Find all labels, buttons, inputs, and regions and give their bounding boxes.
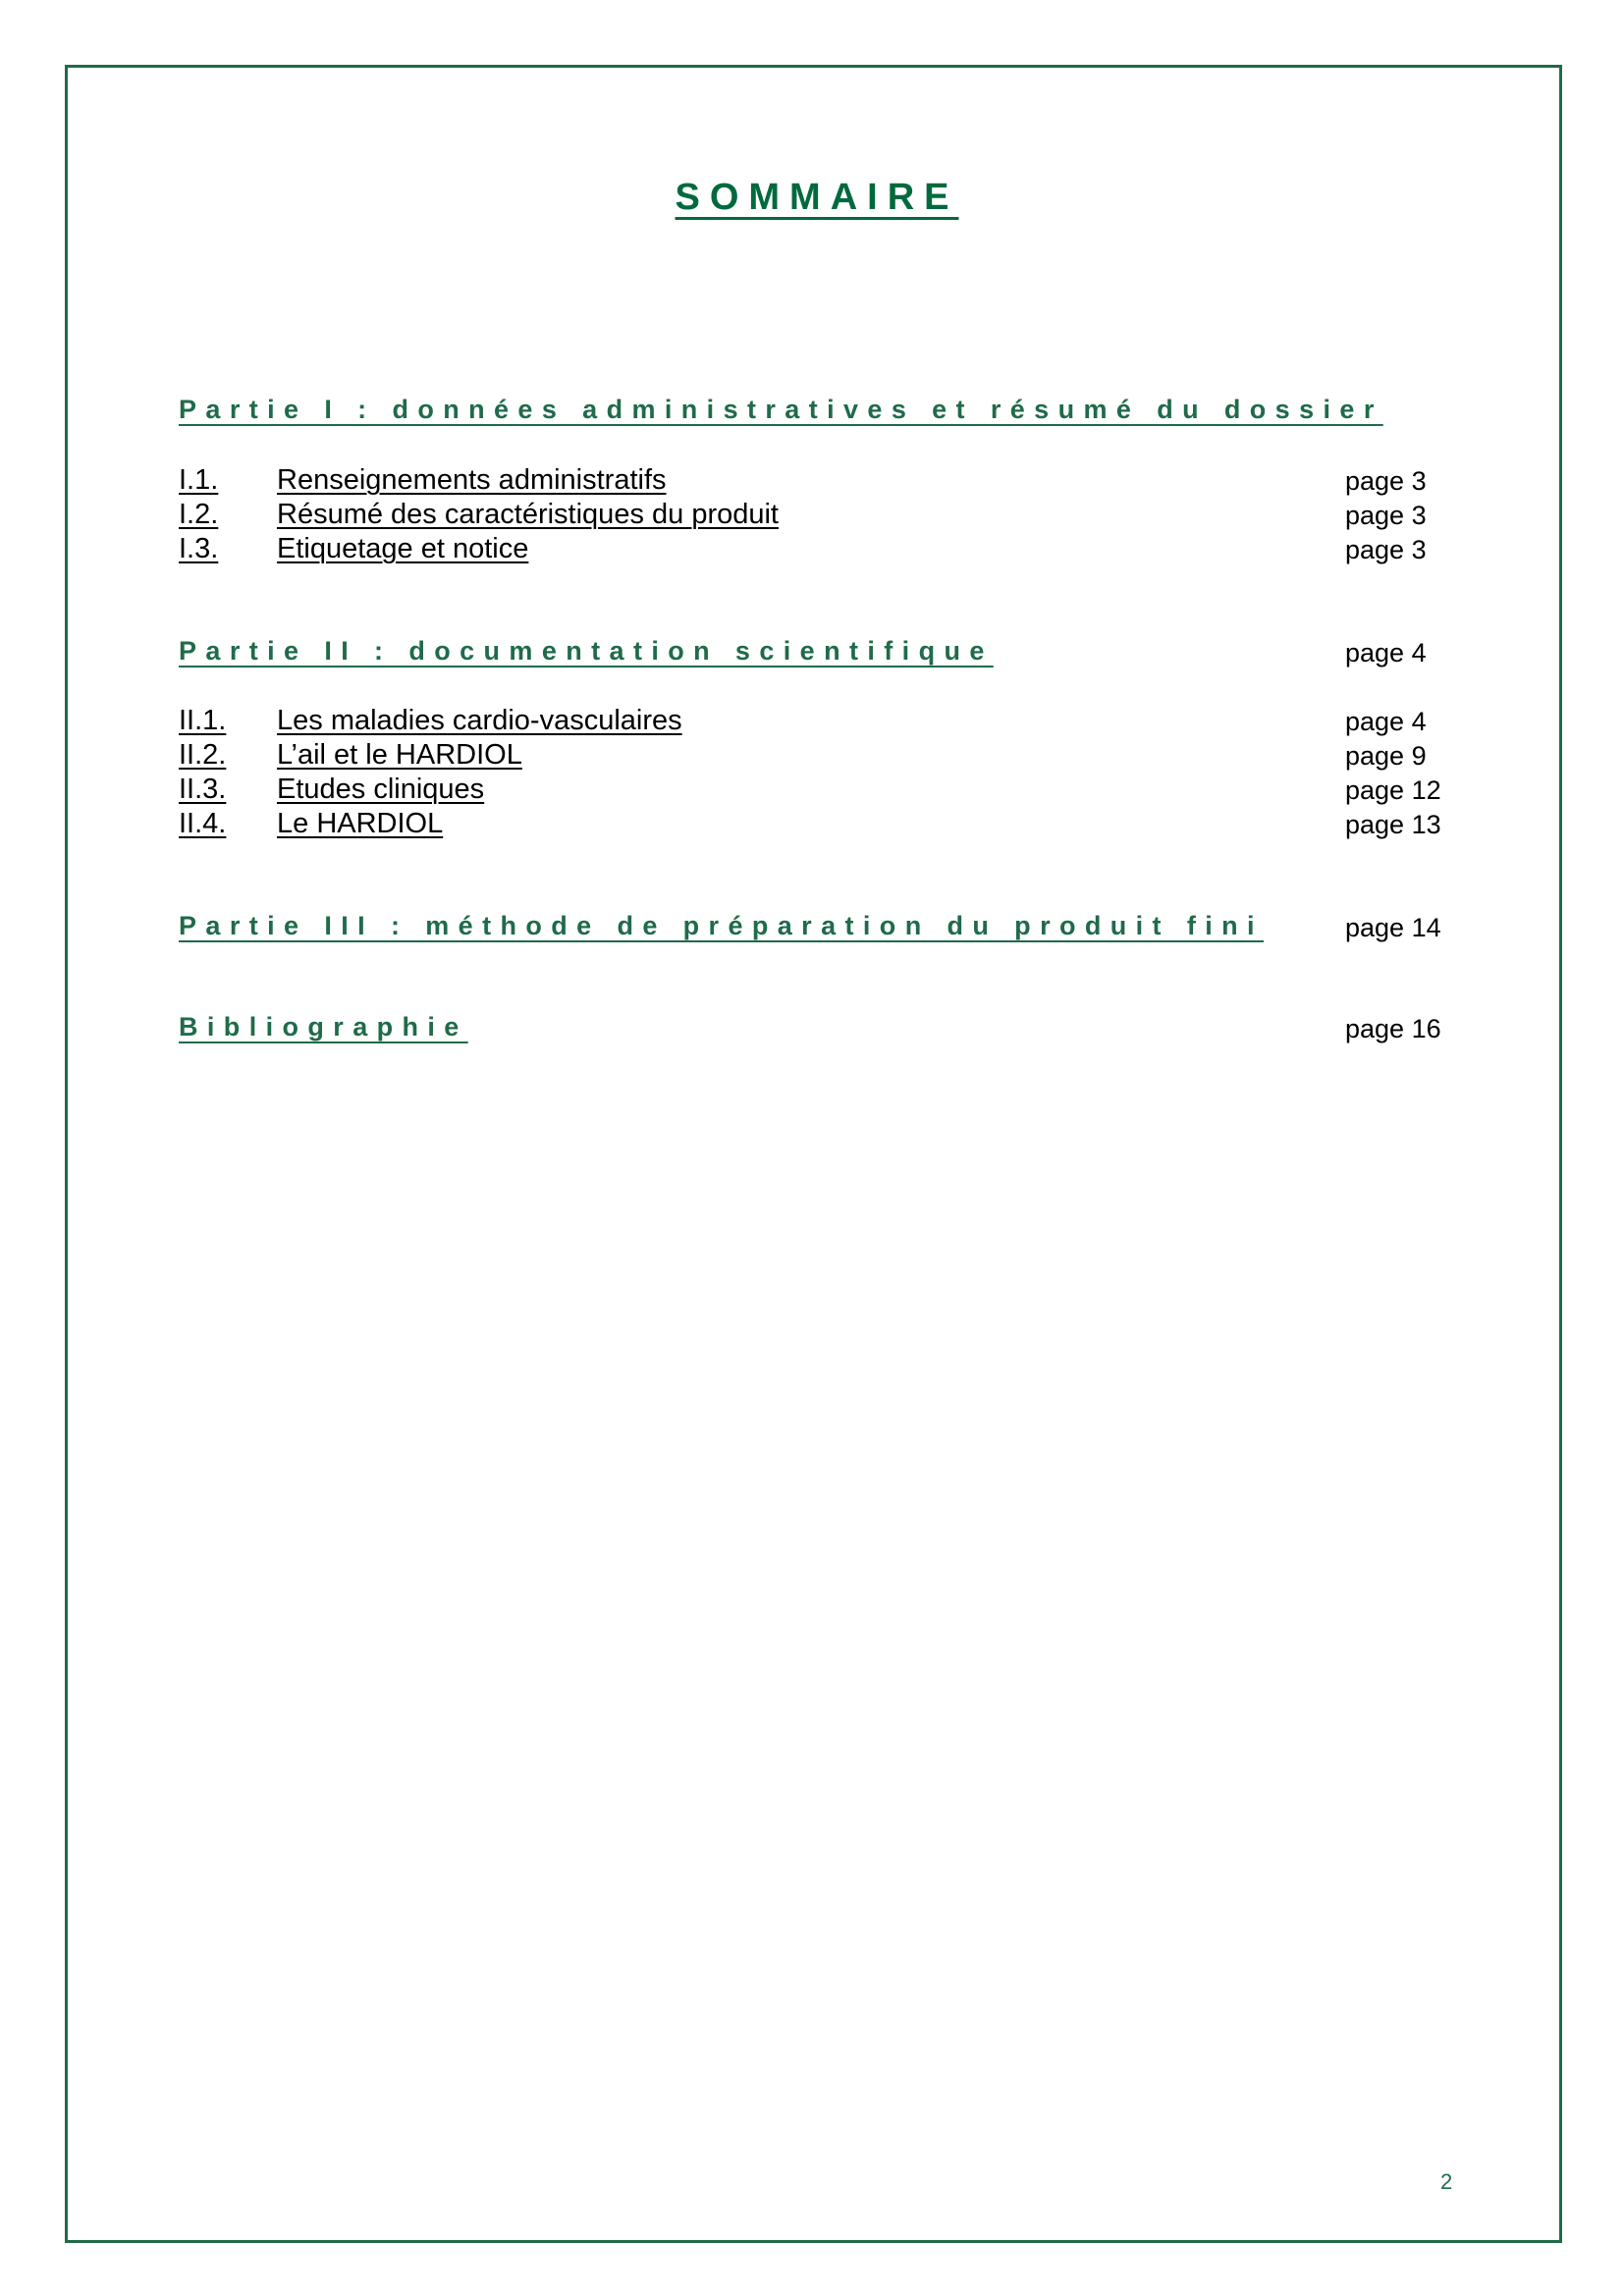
toc-item-page: page 12 xyxy=(1345,775,1441,805)
part-3-heading[interactable]: Partie III : méthode de préparation du produit fini xyxy=(179,911,1264,940)
page-title xyxy=(0,177,1624,219)
toc-item-page: page 3 xyxy=(1345,535,1427,564)
toc-item-number[interactable]: II.4. xyxy=(179,808,227,839)
part-1-heading[interactable]: Partie I : données administratives et résumé du dossier xyxy=(179,395,1383,424)
toc-item-number[interactable]: II.2. xyxy=(179,739,227,771)
part-2-page: page 4 xyxy=(1345,638,1427,667)
toc-item-label[interactable]: L’ail et le HARDIOL xyxy=(277,739,522,771)
toc-item-number[interactable]: I.2. xyxy=(179,499,219,530)
toc-item-label[interactable]: Etiquetage et notice xyxy=(277,533,529,564)
toc-item-page: page 4 xyxy=(1345,707,1427,736)
bibliography-heading[interactable]: Bibliographie xyxy=(179,1012,468,1041)
toc-item-page: page 3 xyxy=(1345,501,1427,530)
page-number: 2 xyxy=(1440,2169,1453,2194)
title-text: SOMMAIRE xyxy=(675,177,959,218)
toc-item-number[interactable]: I.3. xyxy=(179,533,219,564)
toc-item-page: page 13 xyxy=(1345,810,1441,839)
toc-item-page: page 3 xyxy=(1345,466,1427,496)
bibliography-page: page 16 xyxy=(1345,1014,1441,1043)
part-2-heading[interactable]: Partie II : documentation scientifique xyxy=(179,636,994,666)
part-3-page: page 14 xyxy=(1345,913,1441,942)
toc-item-label[interactable]: Les maladies cardio-vasculaires xyxy=(277,705,682,736)
toc-item-number[interactable]: II.1. xyxy=(179,705,227,736)
toc-item-page: page 9 xyxy=(1345,741,1427,771)
toc-item-label[interactable]: Renseignements administratifs xyxy=(277,464,667,496)
toc-item-number[interactable]: II.3. xyxy=(179,774,227,805)
toc-item-label[interactable]: Résumé des caractéristiques du produit xyxy=(277,499,779,530)
toc-item-label[interactable]: Le HARDIOL xyxy=(277,808,444,839)
page-border xyxy=(65,65,1562,2243)
toc-item-number[interactable]: I.1. xyxy=(179,464,219,496)
toc-item-label[interactable]: Etudes cliniques xyxy=(277,774,485,805)
